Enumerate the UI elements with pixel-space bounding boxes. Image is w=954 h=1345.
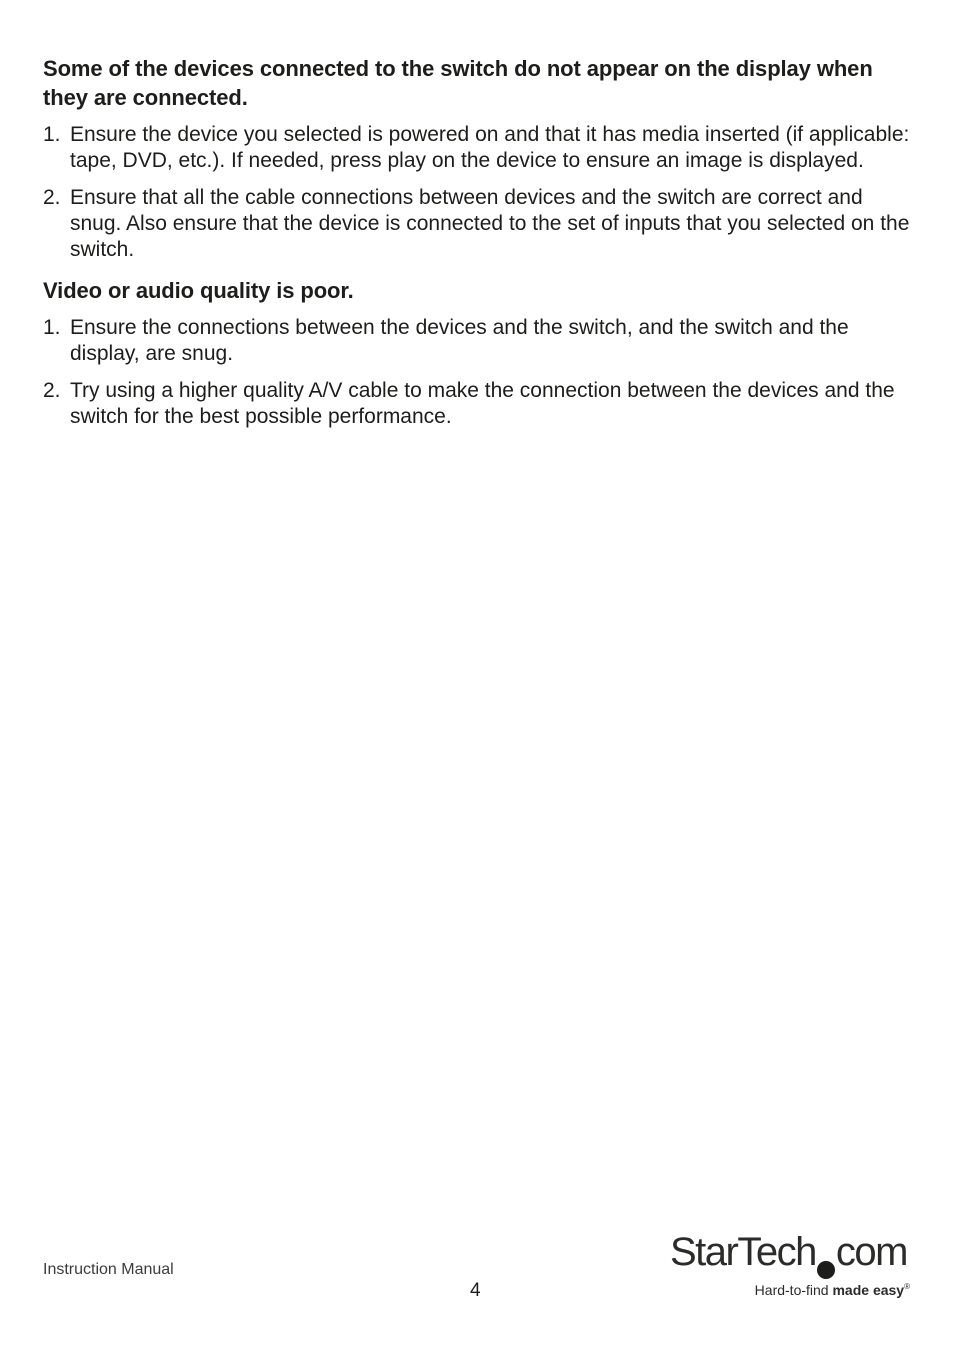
logo-brand-name: StarTech: [670, 1230, 816, 1274]
page-number: 4: [470, 1280, 481, 1301]
step-item: [43, 315, 915, 367]
step-number: 2.: [43, 186, 61, 209]
step-text: Try using a higher quality A/V cable to make the connection between the devices and the switch for the best possible performance.: [70, 379, 895, 428]
step-text: Ensure the connections between the devices and the switch, and the switch and the display, are snug.: [70, 316, 849, 365]
step-item: [43, 122, 915, 174]
step-number: 1.: [43, 316, 61, 339]
tagline-bold: made easy: [832, 1282, 905, 1298]
logo-tagline: [755, 1282, 910, 1298]
page-content: [43, 54, 915, 430]
step-number: 1.: [43, 123, 61, 146]
section-heading-quality-poor: Video or audio quality is poor.: [43, 278, 354, 303]
section-heading-devices-not-appearing: Some of the devices connected to the switch do not appear on the display when they are connected.: [43, 56, 873, 110]
registered-mark: ®: [904, 1282, 910, 1291]
step-item: [43, 185, 915, 263]
step-text: Ensure the device you selected is powered on and that it has media inserted (if applicable: tape, DVD, etc.). If needed, press play on the device to ensure an image is displayed.: [70, 123, 910, 172]
startech-logo: [670, 1228, 910, 1308]
steps-list-devices-not-appearing: [43, 122, 915, 263]
step-text: Ensure that all the cable connections between devices and the switch are correct and snug. Also ensure that the device is connected to the set of inputs that you selected on the switch.: [70, 186, 910, 261]
step-number: 2.: [43, 379, 61, 402]
logo-wordmark: [670, 1228, 907, 1279]
logo-brand-suffix: com: [835, 1230, 907, 1274]
steps-list-quality-poor: [43, 315, 915, 430]
tagline-light: Hard-to-find: [754, 1282, 833, 1298]
logo-dot-icon: [817, 1261, 835, 1279]
footer-doc-type: Instruction Manual: [43, 1261, 174, 1278]
step-item: [43, 378, 915, 430]
